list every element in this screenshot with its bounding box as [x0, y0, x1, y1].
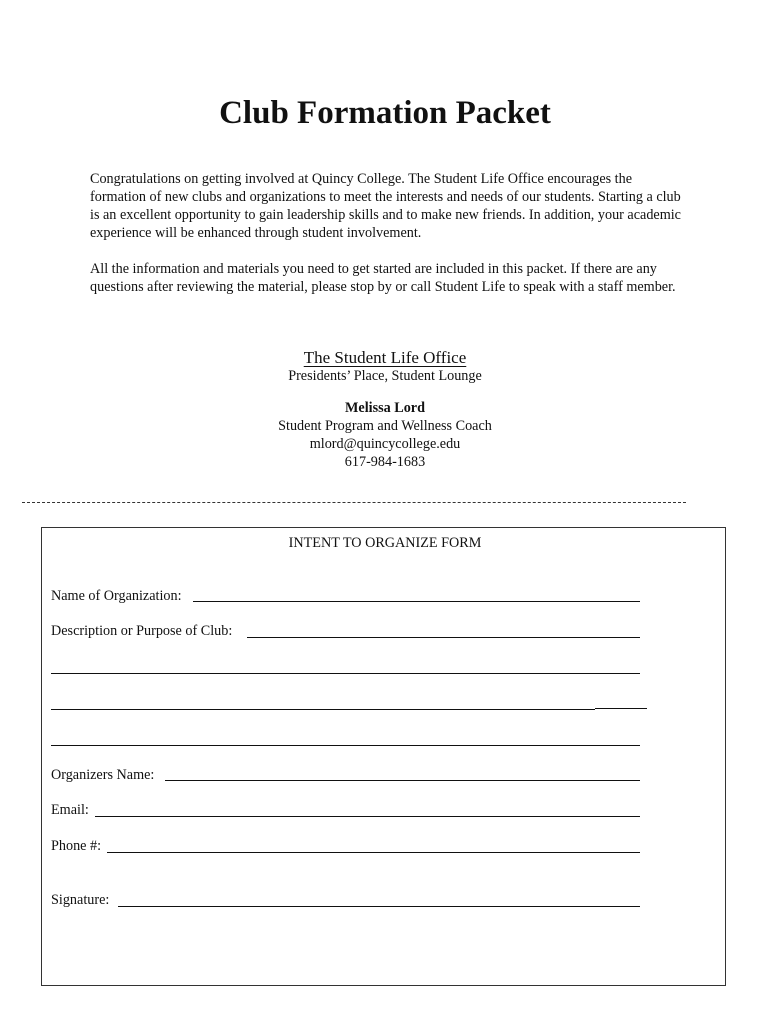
- organizers-name-label: Organizers Name:: [51, 767, 155, 783]
- description-field-line-1[interactable]: [247, 637, 640, 638]
- phone-label: Phone #:: [51, 838, 102, 854]
- signature-field[interactable]: [118, 906, 640, 907]
- description-field-line-3-extension: [595, 708, 647, 709]
- description-field-line-3[interactable]: [51, 709, 595, 710]
- organizers-name-field[interactable]: [165, 780, 640, 781]
- contact-block: [0, 349, 770, 471]
- email-label: Email:: [51, 802, 89, 818]
- form-title: INTENT TO ORGANIZE FORM: [288, 535, 482, 551]
- info-paragraph: All the information and materials you need to get started are included in this packet. If there are any questions after reviewing the material, please stop by or call Student Life to speak with a staff member.: [90, 261, 676, 295]
- contact-person-name: Melissa Lord: [345, 400, 425, 416]
- document-title: Club Formation Packet: [219, 95, 551, 131]
- phone-field[interactable]: [107, 852, 640, 853]
- contact-email: mlord@quincycollege.edu: [309, 436, 461, 452]
- office-name: The Student Life Office: [303, 348, 467, 367]
- email-field[interactable]: [95, 816, 640, 817]
- organization-name-field[interactable]: [193, 601, 640, 602]
- intro-paragraph: Congratulations on getting involved at Quincy College. The Student Life Office encourages the formation of new clubs and organizations to meet the interests and needs of our students. Starting a club is an excellent opportunity to gain leadership skills and to make new friends. In addition, your academic experience will be enhanced through student involvement.: [90, 171, 681, 241]
- contact-person-title: Student Program and Wellness Coach: [278, 418, 492, 434]
- description-field-line-2[interactable]: [51, 673, 640, 674]
- cut-line-divider: [22, 502, 686, 503]
- organization-name-label: Name of Organization:: [51, 588, 182, 604]
- office-location: Presidents’ Place, Student Lounge: [288, 368, 482, 384]
- description-field-line-4[interactable]: [51, 745, 640, 746]
- description-label: Description or Purpose of Club:: [51, 623, 233, 639]
- signature-label: Signature:: [51, 892, 110, 908]
- contact-phone: 617-984-1683: [344, 454, 426, 470]
